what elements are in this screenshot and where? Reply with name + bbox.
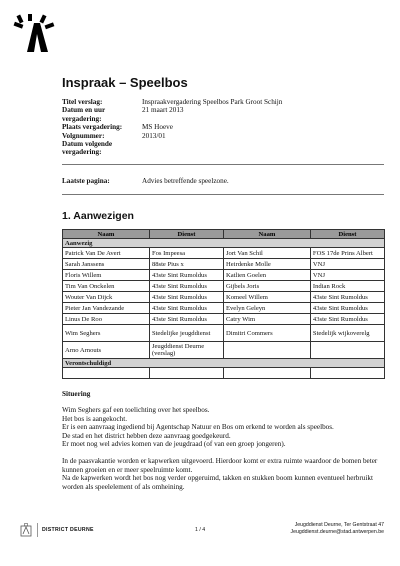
- column-header: Dienst: [149, 230, 223, 239]
- paragraph: [62, 406, 392, 449]
- section-present-label: Aanwezig: [63, 239, 385, 248]
- page-number: 1 / 4: [195, 527, 206, 533]
- section-row: [63, 239, 385, 248]
- meta-key: Plaats vergadering:: [62, 123, 123, 132]
- meta-row: [62, 123, 382, 131]
- column-header: Dienst: [310, 230, 384, 239]
- cell: Arno Arnouts: [63, 342, 150, 359]
- cell: Pieter Jan Vandezande: [63, 303, 150, 314]
- meta-value: 2013/01: [142, 131, 166, 140]
- cell: Fos Impeesa: [149, 248, 223, 259]
- table-row: [63, 325, 385, 342]
- meta-value: MS Hoeve: [142, 123, 173, 132]
- cell: Tim Van Onckelen: [63, 281, 150, 292]
- cell: [223, 368, 310, 379]
- cell: Jort Van Schil: [223, 248, 310, 259]
- meta-row: [62, 140, 382, 157]
- cell: [63, 368, 150, 379]
- cell: 43ste Sint Rumoldus: [149, 303, 223, 314]
- cell: 43ste Sint Rumoldus: [149, 281, 223, 292]
- table-header-row: [63, 230, 385, 239]
- table-row: [63, 342, 385, 359]
- meta-key: Titel verslag:: [62, 98, 103, 106]
- situering-heading: Situering: [62, 390, 91, 398]
- cell: [310, 368, 384, 379]
- cell: Wouter Van Dijck: [63, 292, 150, 303]
- section-row: [63, 359, 385, 368]
- cell: Jeugddienst Deurne (verslag): [149, 342, 223, 359]
- cell: Patrick Van De Avert: [63, 248, 150, 259]
- cell: VNJ: [310, 270, 384, 281]
- cell: 43ste Sint Rumoldus: [149, 314, 223, 325]
- cell: VNJ: [310, 259, 384, 270]
- district-name: DISTRICT DEURNE: [42, 527, 94, 533]
- cell: Stedelijk wijkoverelg: [310, 325, 384, 342]
- cell: Sarah Janssens: [63, 259, 150, 270]
- cell: Linus De Roo: [63, 314, 150, 325]
- last-page-key: Laatste pagina:: [62, 177, 110, 185]
- attendance-table: [62, 229, 385, 379]
- table-row: [63, 248, 385, 259]
- antwerp-a-logo: [10, 14, 56, 54]
- text-line: De stad en het district hebben deze aanvraag goedgekeurd.: [62, 431, 231, 440]
- last-page-row: [62, 177, 382, 185]
- meta-value: Inspraakvergadering Speelbos Park Groot Schijn: [142, 98, 283, 106]
- column-header: Naam: [223, 230, 310, 239]
- meta-key: Datum volgende vergadering:: [62, 140, 113, 157]
- footer-address: [290, 522, 384, 536]
- cell: [310, 342, 384, 359]
- email-link[interactable]: Jeugddienst.deurne@stad.antwerpen.be: [290, 529, 384, 535]
- cell: Gijbels Joris: [223, 281, 310, 292]
- table-row: [63, 368, 385, 379]
- cell: Catry Wim: [223, 314, 310, 325]
- table-row: [63, 314, 385, 325]
- divider: [62, 194, 384, 195]
- table-row: [63, 303, 385, 314]
- last-page-value: Advies betreffende speelzone.: [142, 177, 229, 185]
- page-title: Inspraak – Speelbos: [62, 75, 188, 90]
- meta-row: [62, 98, 382, 106]
- cell: Katlien Goelen: [223, 270, 310, 281]
- text-line: Het bos is aangekocht.: [62, 414, 128, 423]
- cell: [223, 342, 310, 359]
- address-line: Jeugddienst Deurne, Ter Gentstraat 47: [294, 522, 384, 528]
- footer-divider: [37, 523, 38, 537]
- meta-value: 21 maart 2013: [142, 106, 184, 115]
- table-row: [63, 270, 385, 281]
- column-header: Naam: [63, 230, 150, 239]
- cell: Dimitri Commers: [223, 325, 310, 342]
- cell: 43ste Sint Rumoldus: [149, 292, 223, 303]
- text-line: Er is een aanvraag ingediend bij Agentschap Natuur en Bos om erkend te worden als speelbos.: [62, 423, 334, 432]
- text-line: In de paasvakantie worden er kapwerken uitgevoerd. Hierdoor komt er extra ruimte waardoor de bomen beter kunnen groeien en er meer speelruimte komt.: [62, 457, 378, 474]
- meta-row: [62, 132, 382, 140]
- cell: Wim Seghers: [63, 325, 150, 342]
- cell: Floris Willem: [63, 270, 150, 281]
- table-row: [63, 292, 385, 303]
- cell: 43ste Sint Rumoldus: [310, 303, 384, 314]
- meta-key: Volgnummer:: [62, 131, 105, 140]
- paragraph: [62, 457, 392, 491]
- cell: 43ste Sint Rumoldus: [310, 314, 384, 325]
- cell: Evelyn Geleyn: [223, 303, 310, 314]
- city-emblem-icon: [18, 522, 34, 538]
- text-line: Na de kapwerken wordt het bos nog verder opgeruimd, takken en stukken boom kunnen eventueel herbruikt worden als speelelement of als omheining.: [62, 474, 373, 491]
- divider: [62, 164, 384, 165]
- text-line: Er moet nog wel advies komen van de jeugdraad (of van een groep jongeren).: [62, 440, 286, 449]
- meta-key: Datum en uur vergadering:: [62, 106, 105, 123]
- cell: Indian Rock: [310, 281, 384, 292]
- table-row: [63, 281, 385, 292]
- cell: [149, 368, 223, 379]
- cell: FOS 17de Prins Albert: [310, 248, 384, 259]
- cell: 43ste Sint Rumoldus: [310, 292, 384, 303]
- cell: 43ste Sint Rumoldus: [149, 270, 223, 281]
- table-row: [63, 259, 385, 270]
- meta-row: [62, 106, 382, 123]
- section-excused-label: Verontschuldigd: [63, 359, 385, 368]
- meta-block: [62, 98, 382, 157]
- meta-value: [142, 140, 382, 157]
- section-heading: 1. Aanwezigen: [62, 210, 134, 222]
- cell: Stedelijke jeugddienst: [149, 325, 223, 342]
- cell: Heirdenke Molle: [223, 259, 310, 270]
- cell: Komeel Willem: [223, 292, 310, 303]
- text-line: Wim Seghers gaf een toelichting over het speelbos.: [62, 406, 210, 414]
- cell: 88ste Pius x: [149, 259, 223, 270]
